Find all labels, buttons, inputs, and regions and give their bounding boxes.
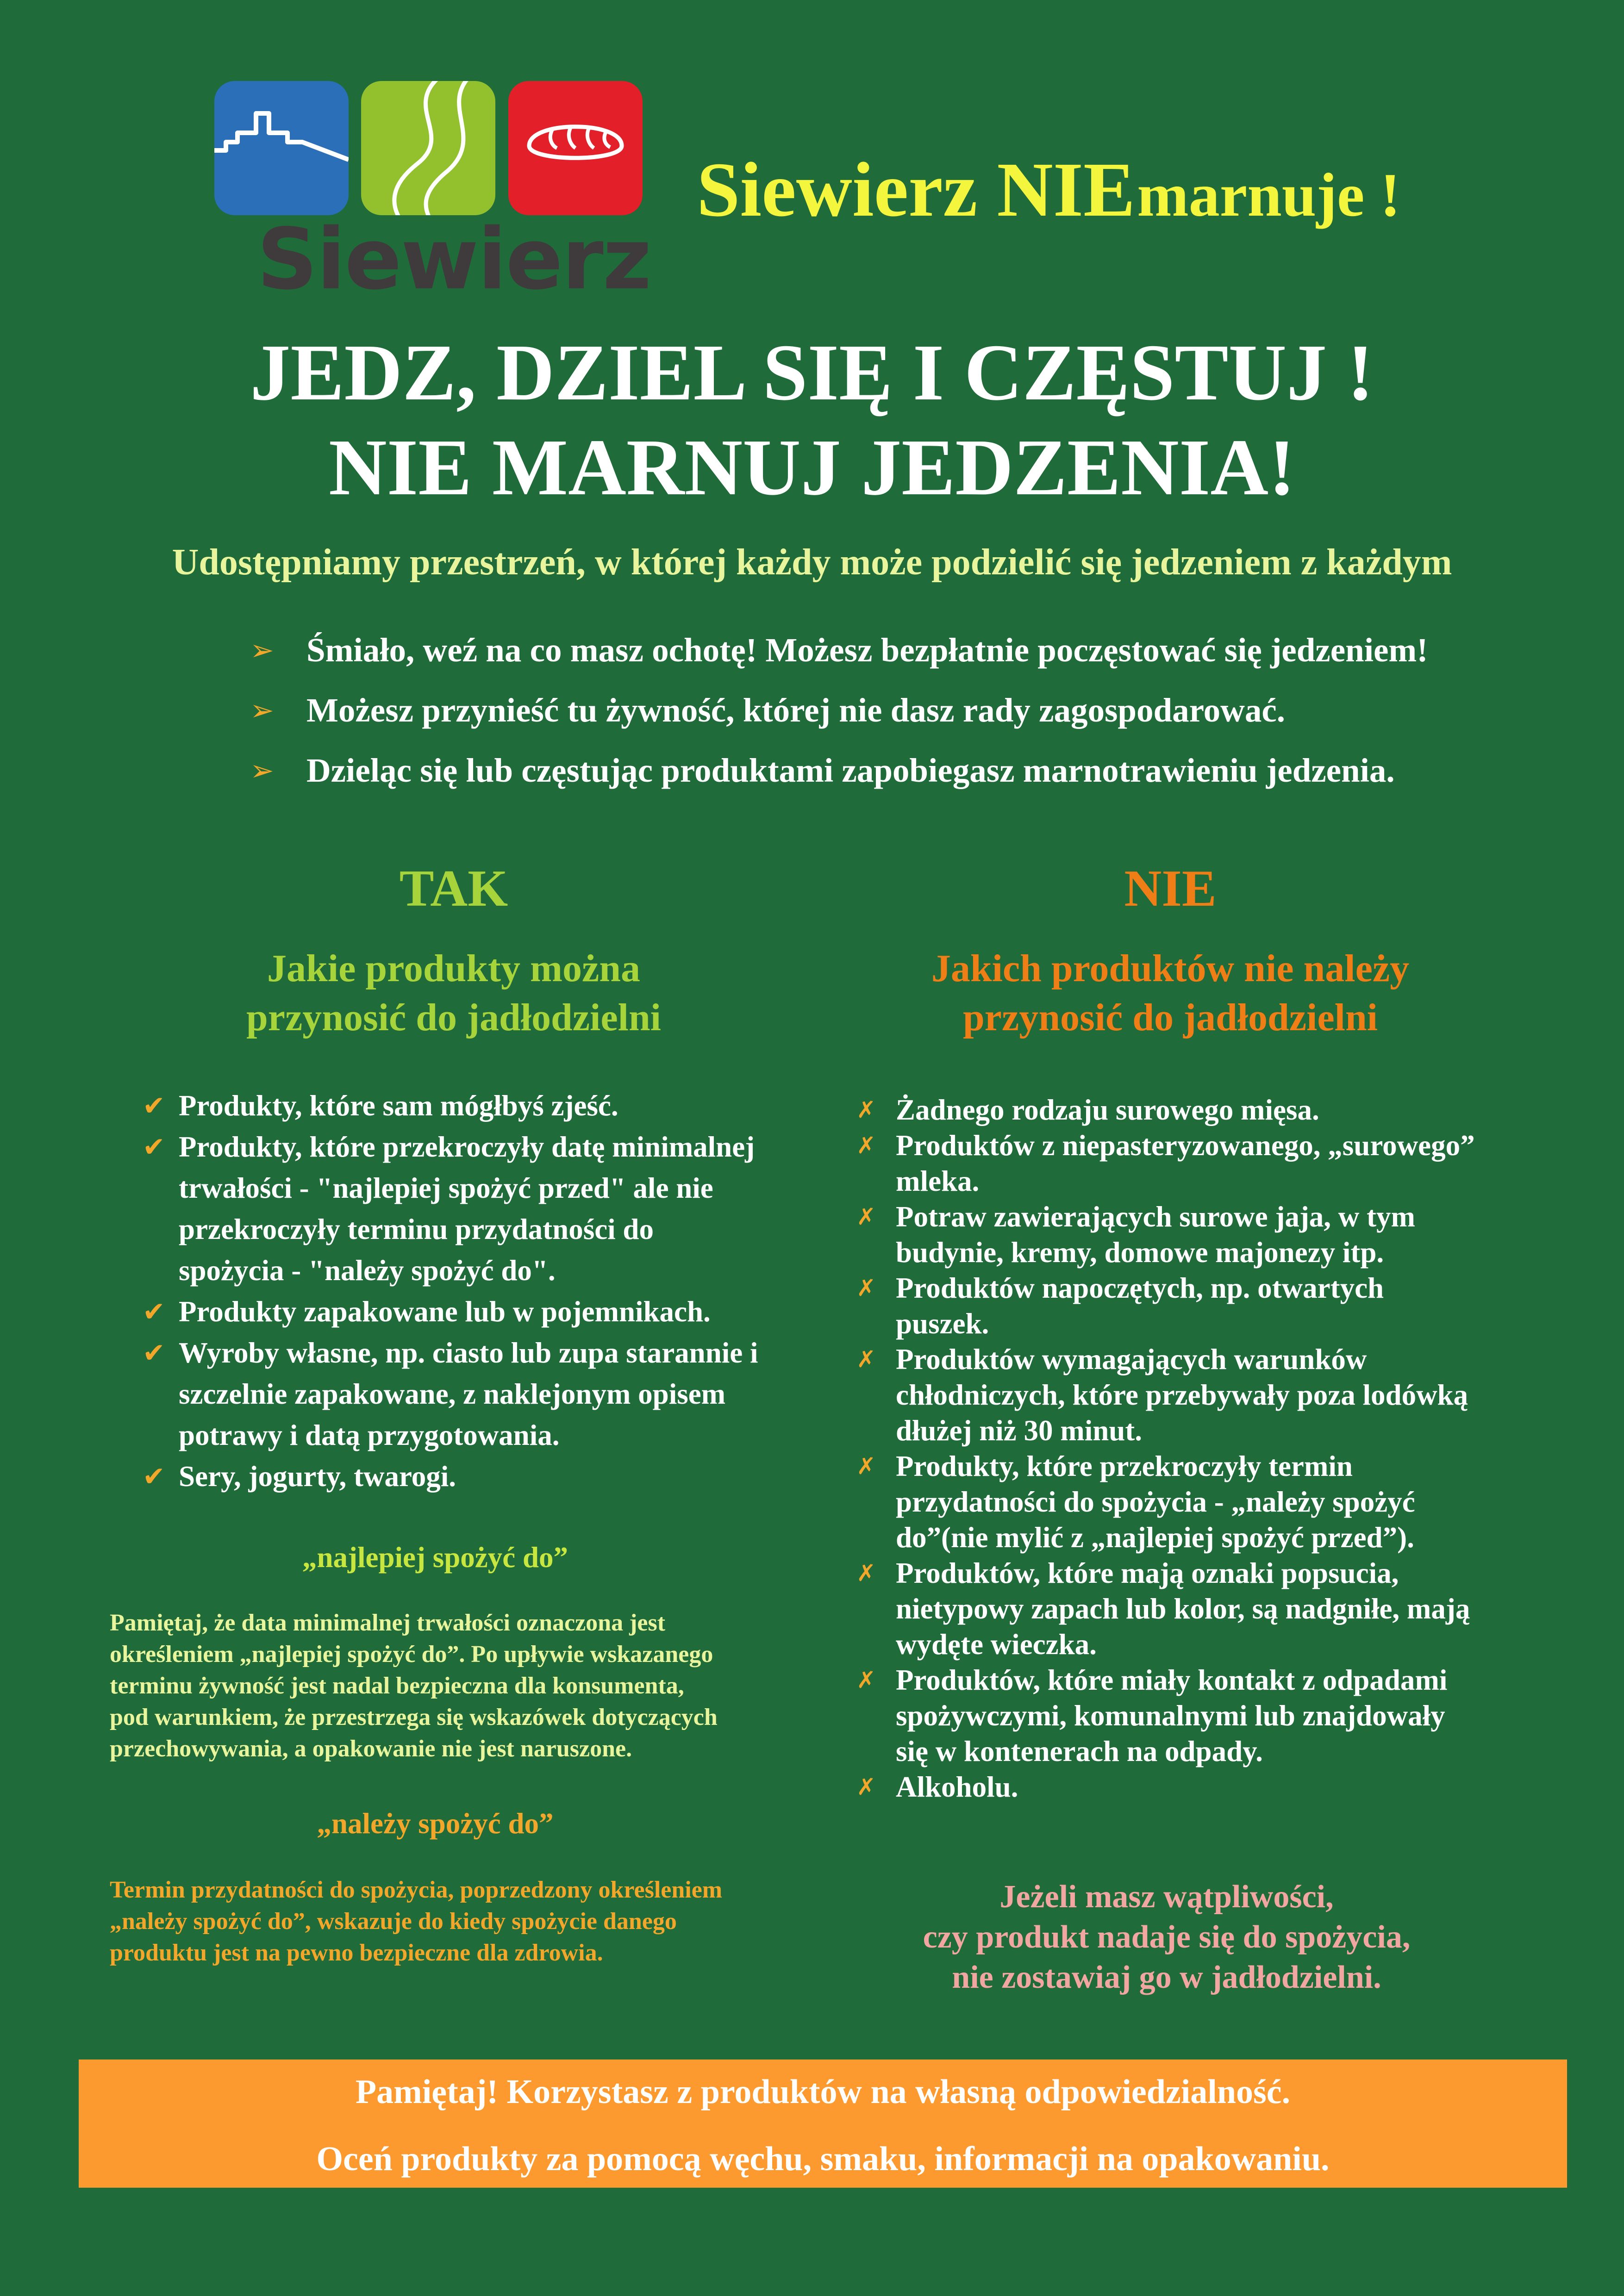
use-by-text <box>110 1874 813 1969</box>
no-list-item-line: Produktów z niepasteryzowanego, „surowego” <box>896 1129 1475 1162</box>
intro-point-text: Możesz przynieść tu żywność, której nie dasz rady zagospodarować. <box>306 691 1286 729</box>
no-list-item <box>856 1342 1537 1449</box>
no-subheading-line: Jakich produktów nie należy <box>931 947 1410 990</box>
no-list-item-line: Alkoholu. <box>896 1771 1018 1803</box>
no-list-item-line: spożywczymi, komunalnymi lub znajdowały <box>896 1699 1445 1732</box>
use-by-line: produktu jest na pewno bezpieczne dla zdrowia. <box>110 1940 603 1966</box>
cross-icon: ✗ <box>856 1667 876 1693</box>
cross-icon: ✗ <box>856 1453 876 1480</box>
no-list-item-line: puszek. <box>896 1307 989 1340</box>
no-subheading <box>823 944 1518 1042</box>
arrow-bullet-icon: ➢ <box>250 693 274 727</box>
yes-subheading-line: Jakie produkty można <box>267 947 640 990</box>
headline-line-2: NIE MARNUJ JEDZENIA! <box>328 423 1296 512</box>
arrow-bullet-icon: ➢ <box>250 633 274 667</box>
intro-point <box>250 685 1546 736</box>
brand-title-tail: marnuje ! <box>1137 161 1401 229</box>
yes-heading: TAK <box>399 860 508 917</box>
yes-list-item-line: spożycia - "należy spożyć do". <box>179 1254 556 1287</box>
intro-point <box>250 625 1546 676</box>
brand-title <box>697 139 1484 265</box>
cross-icon: ✗ <box>856 1275 876 1301</box>
no-list-item-line: chłodniczych, które przebywały poza lodówką <box>896 1379 1468 1411</box>
no-list-item-line: przydatności do spożycia - „należy spożyć <box>896 1486 1415 1518</box>
arrow-bullet-icon: ➢ <box>250 753 274 787</box>
no-list-item <box>856 1449 1537 1556</box>
check-icon: ✔ <box>143 1131 165 1163</box>
best-before-line: przechowywania, a opakowanie nie jest naruszone. <box>110 1736 632 1762</box>
best-before-text <box>110 1607 813 1765</box>
check-icon: ✔ <box>143 1461 165 1492</box>
no-list-item-line: Produkty, które przekroczyły termin <box>896 1450 1353 1482</box>
logo-tile-blue <box>214 81 349 215</box>
use-by-line: Termin przydatności do spożycia, poprzedzony określeniem <box>110 1877 723 1903</box>
no-list-item-line: dłużej niż 30 minut. <box>896 1414 1143 1447</box>
cross-icon: ✗ <box>856 1773 876 1800</box>
doubt-line: Jeżeli masz wątpliwości, <box>999 1879 1334 1915</box>
yes-subheading-line: przynosić do jadłodzielni <box>246 996 662 1039</box>
no-heading: NIE <box>1124 860 1217 917</box>
yes-list-item <box>143 1126 814 1291</box>
no-list-item-line: budynie, kremy, domowe majonezy itp. <box>896 1236 1384 1269</box>
intro-point <box>250 745 1546 796</box>
river-road-icon <box>361 81 495 215</box>
no-list-item-line: się w kontenerach na odpady. <box>896 1735 1263 1767</box>
no-list-item-line: nietypowy zapach lub kolor, są nadgniłe, mają <box>896 1593 1470 1625</box>
no-list-item-line: Potraw zawierających surowe jaja, w tym <box>896 1201 1416 1233</box>
headline-line-1: JEDZ, DZIEL SIĘ I CZĘSTUJ ! <box>250 328 1374 417</box>
logo-tile-lime <box>361 81 495 215</box>
yes-list-item-line: Produkty, które przekroczyły datę minimalnej <box>179 1131 755 1163</box>
yes-list-item <box>143 1456 814 1497</box>
no-subheading-line: przynosić do jadłodzielni <box>962 996 1378 1039</box>
no-list-item <box>856 1199 1537 1270</box>
no-list-item <box>856 1128 1537 1199</box>
no-list-item <box>856 1556 1537 1662</box>
check-icon: ✔ <box>143 1296 165 1327</box>
yes-list-item <box>143 1332 814 1456</box>
cross-icon: ✗ <box>856 1560 876 1587</box>
yes-list-item <box>143 1291 814 1332</box>
footer-line-2: Oceń produkty za pomocą węchu, smaku, informacji na opakowaniu. <box>316 2140 1330 2178</box>
yes-list-item-line: Sery, jogurty, twarogi. <box>179 1460 456 1493</box>
no-list-item-line: Produktów, które mają oznaki popsucia, <box>896 1557 1399 1589</box>
yes-subheading <box>106 944 801 1042</box>
use-by-line: „należy spożyć do”, wskazuje do kiedy spożycie danego <box>110 1908 677 1935</box>
yes-list-item-line: potrawy i datą przygotowania. <box>179 1419 560 1451</box>
intro-point-text: Śmiało, weź na co masz ochotę! Możesz bezpłatnie poczęstować się jedzeniem! <box>306 631 1428 669</box>
best-before-line: terminu żywność jest nadal bezpieczna dla konsumenta, <box>110 1673 684 1699</box>
no-list-item-line: mleka. <box>896 1165 980 1197</box>
best-before-line: Pamiętaj, że data minimalnej trwałości oznaczona jest <box>110 1610 666 1636</box>
yes-list-item-line: Produkty, które sam mógłbyś zjeść. <box>179 1089 618 1122</box>
best-before-line: pod warunkiem, że przestrzega się wskazówek dotyczących <box>110 1704 718 1730</box>
best-before-line: określeniem „najlepiej spożyć do”. Po upływie wskazanego <box>110 1641 713 1668</box>
use-by-heading: „należy spożyć do” <box>317 1807 554 1840</box>
yes-list-item-line: trwałości - "najlepiej spożyć przed" ale nie <box>179 1172 713 1204</box>
cross-icon: ✗ <box>856 1096 876 1123</box>
yes-list-item-line: Produkty zapakowane lub w pojemnikach. <box>179 1295 711 1328</box>
no-list-item <box>856 1662 1537 1769</box>
yes-list-item <box>143 1085 814 1126</box>
check-icon: ✔ <box>143 1090 165 1121</box>
subtitle: Udostępniamy przestrzeń, w której każdy może podzielić się jedzeniem z każdym <box>172 542 1452 583</box>
yes-list-item-line: przekroczyły terminu przydatności do <box>179 1213 654 1245</box>
no-list-item-line: Produktów, które miały kontakt z odpadami <box>896 1664 1448 1696</box>
yes-list-item-line: szczelnie zapakowane, z naklejonym opisem <box>179 1378 726 1410</box>
cross-icon: ✗ <box>856 1132 876 1159</box>
cross-icon: ✗ <box>856 1203 876 1230</box>
no-list-item-line: wydęte wieczka. <box>896 1628 1097 1661</box>
cross-icon: ✗ <box>856 1346 876 1373</box>
yes-list-item-line: Wyroby własne, np. ciasto lub zupa starannie i <box>179 1337 758 1369</box>
brand-title-main: Siewierz NIE <box>697 147 1136 233</box>
no-list-item <box>856 1769 1537 1805</box>
doubt-note <box>833 1877 1500 1997</box>
bread-icon <box>508 81 643 215</box>
doubt-line: nie zostawiaj go w jadłodzielni. <box>952 1960 1381 1995</box>
yes-list <box>143 1085 814 1497</box>
intro-point-text: Dzieląc się lub częstując produktami zapobiegasz marnotrawieniu jedzenia. <box>306 752 1395 789</box>
no-list-item-line: Produktów napoczętych, np. otwartych <box>896 1272 1384 1304</box>
no-list <box>856 1092 1537 1805</box>
footer-line-1: Pamiętaj! Korzystasz z produktów na własną odpowiedzialność. <box>355 2073 1291 2111</box>
logo-tile-red <box>508 81 643 215</box>
doubt-line: czy produkt nadaje się do spożycia, <box>923 1919 1411 1955</box>
no-list-item <box>856 1092 1537 1128</box>
no-list-item-line: Żadnego rodzaju surowego mięsa. <box>896 1094 1319 1126</box>
no-list-item-line: do”(nie mylić z „najlepiej spożyć przed”). <box>896 1521 1414 1554</box>
best-before-heading: „najlepiej spożyć do” <box>302 1541 568 1574</box>
logo-wordmark: Siewierz <box>257 210 651 308</box>
no-list-item <box>856 1270 1537 1342</box>
no-list-item-line: Produktów wymagających warunków <box>896 1343 1367 1375</box>
castle-icon <box>214 81 349 215</box>
check-icon: ✔ <box>143 1337 165 1369</box>
